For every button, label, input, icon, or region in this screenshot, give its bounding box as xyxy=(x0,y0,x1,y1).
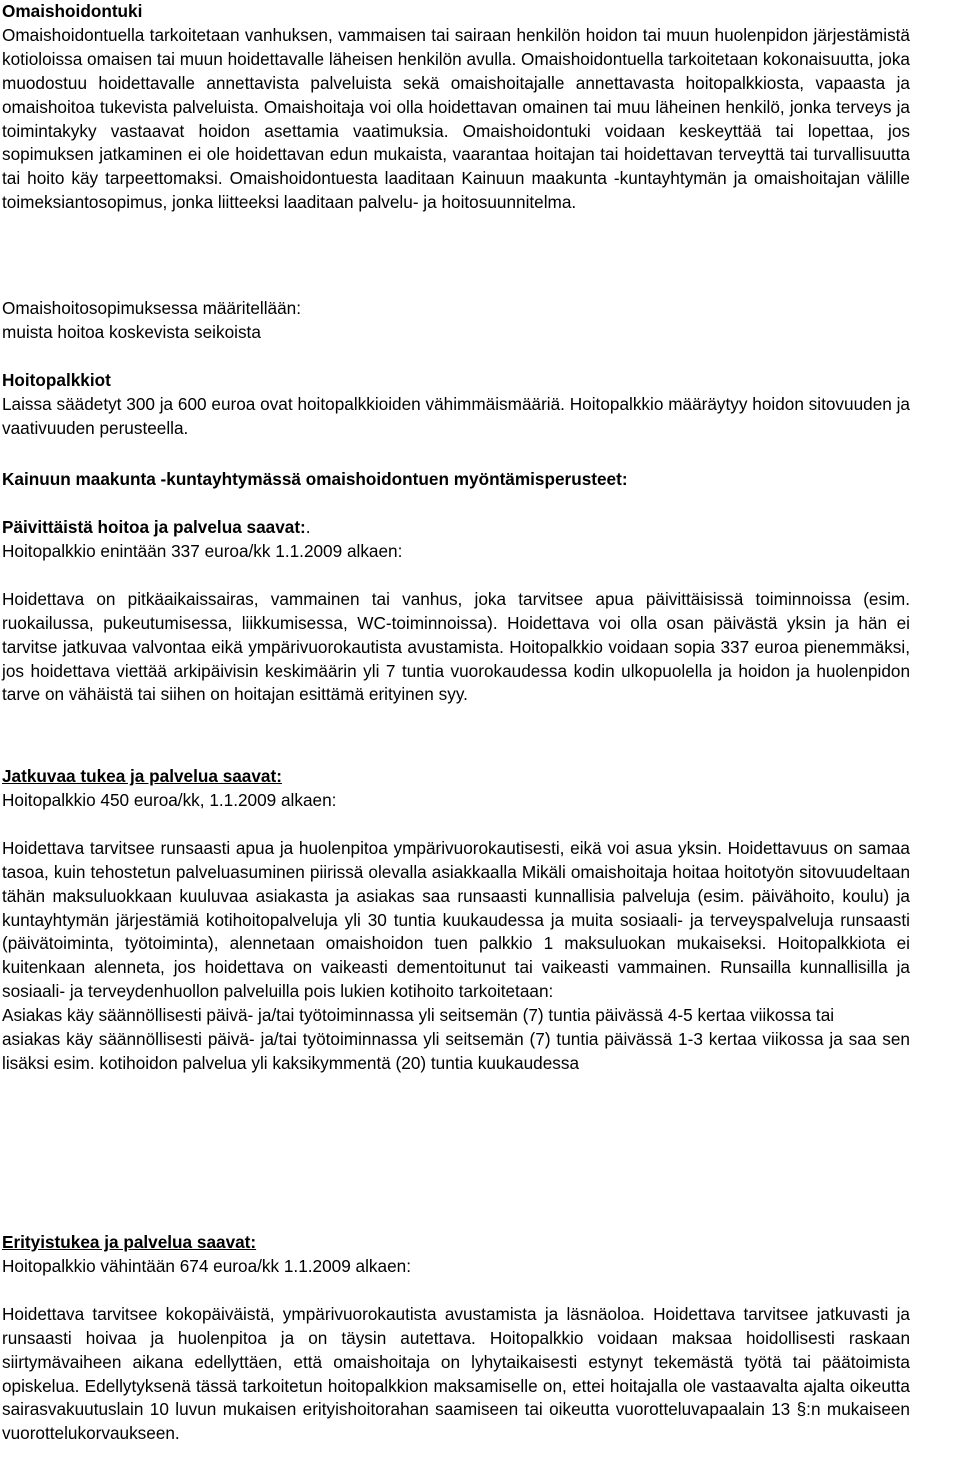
continuous-care-item-2: asiakas käy säännöllisesti päivä- ja/tai työtoiminnassa yli seitsemän (7) tuntia päivässä 1-3 kertaa viikossa ja saa sen lisäksi esim. kotihoidon palvelua yli kaksikymmentä (20) tuntia kuukaudessa xyxy=(2,1029,910,1073)
special-care-body: Hoidettava tarvitsee kokopäiväistä, ympärivuorokautista avustamista ja läsnäoloa. Hoidettava tarvitsee jatkuvasti ja runsaasti hoivaa ja huolenpitoa ja on täysin autettava. Hoitopalkkio voidaan maksaa hoidollisesti raskaan siirtymävaiheen aikana edellyttäen, että omaishoitaja on lyhytaikaisesti estynyt tekemästä työtä tai päätoimista opiskelua. Edellytyksenä tässä tarkoitetun hoitopalkkion maksamiselle on, ettei hoitajalla ole vastaavalta ajalta oikeutta sairasvakuutuslain 10 luvun mukaisen erityishoitorahan saamiseen tai oikeutta vuorotteluvapaalain 13 §:n mukaiseen vuorottelukorvaukseen. xyxy=(2,1303,910,1444)
continuous-care-title: Jatkuvaa tukea ja palvelua saavat: xyxy=(2,766,282,786)
continuous-care-body: Hoidettava tarvitsee runsaasti apua ja huolenpitoa ympärivuorokautisesti, eikä voi asua yksin. Hoidettavuus on samaa tasoa, kuin tehostetun palveluasuminen piirissä olevalla asiakkaalla Mikäli omaishoitaja hoitaa hoitotyön sitovuudeltaan tähän maksuluokkaan kuuluvaa asiakasta ja asiakas saa runsaasti kunnallisia palveluja (esim. päivähoito, koulu) ja kuntayhtymän järjestämiä kotihoitopalveluja yli 30 tuntia kuukaudessa ja muita sosiaali- ja terveyspalveluja runsaasti (päivätoiminta, työtoiminta), alennetaan omaishoidon tuen palkkio 1 maksuluokan mukaiseksi. Hoitopalkkiota ei kuitenkaan alenneta, jos hoidettava on vaikeasti dementoitunut tai vaikeasti vammainen. Runsailla kunnallisilla ja sosiaali- ja terveydenhuollon palveluilla pois lukien kotihoito tarkoitetaan: xyxy=(2,837,910,1002)
intro-section xyxy=(2,0,910,215)
special-care-title: Erityistukea ja palvelua saavat: xyxy=(2,1232,257,1252)
agreement-section xyxy=(2,297,910,345)
agreement-line-2: muista hoitoa koskevista seikoista xyxy=(2,321,261,342)
intro-body: Omaishoidontuella tarkoitetaan vanhuksen, vammaisen tai sairaan henkilön hoidon tai muun huolenpidon järjestämistä kotioloissa omaisen tai muun hoidettavalle läheisen henkilön avulla. Omaishoidontuella tarkoitetaan kokonaisuutta, joka muodostuu hoidettavalle annettavista palveluista sekä omaishoitajalle annettavasta hoitopalkkiosta, vapaasta ja omaishoitoa tukevista palveluista. Omaishoitaja voi olla hoidettavan omainen tai muu läheinen henkilö, jonka terveys ja toimintakyky vastaavat hoidon asettamia vaatimuksia. Omaishoidontuki voidaan keskeyttää tai lopettaa, jos sopimuksen jatkaminen ei ole hoidettavan edun mukaista, vaarantaa hoitajan tai hoidettavan terveyttä tai turvallisuutta tai hoito käy tarpeettomaksi. Omaishoidontuesta laaditaan Kainuun maakunta -kuntayhtymän ja omaishoitajan välille toimeksiantosopimus, jonka liitteeksi laaditaan palvelu- ja hoitosuunnitelma. xyxy=(2,24,910,213)
special-care-fee-line: Hoitopalkkio vähintään 674 euroa/kk 1.1.2009 alkaen: xyxy=(2,1255,411,1276)
continuous-care-section xyxy=(2,765,910,1076)
intro-title: Omaishoidontuki xyxy=(2,1,143,21)
special-care-section xyxy=(2,1231,910,1446)
fees-body: Laissa säädetyt 300 ja 600 euroa ovat hoitopalkkioiden vähimmäismääriä. Hoitopalkkio määräytyy hoidon sitovuuden ja vaativuuden perusteella. xyxy=(2,393,910,438)
daily-care-title: Päivittäistä hoitoa ja palvelua saavat: xyxy=(2,517,306,537)
agreement-line-1: Omaishoitosopimuksessa määritellään: xyxy=(2,298,302,318)
daily-care-body: Hoidettava on pitkäaikaissairas, vammainen tai vanhus, joka tarvitsee apua päivittäisissä toiminnoissa (esim. ruokailussa, pukeutumisessa, liikkumisessa, WC-toiminnoissa). Hoidettava voi olla osan päivästä yksin ja hän ei tarvitse jatkuvaa valvontaa eikä ympärivuorokautista avustamista. Hoitopalkkio voidaan sopia 337 euroa pienemmäksi, jos hoidettava viettää arkipäivisin keskimäärin yli 7 tuntia vuorokaudessa kodin ulkopuolella ja hoidon ja huolenpidon tarve on vähäistä tai siihen on hoitajan esittämä erityinen syy. xyxy=(2,588,910,705)
fees-section xyxy=(2,369,910,441)
daily-care-fee-line: Hoitopalkkio enintään 337 euroa/kk 1.1.2009 alkaen: xyxy=(2,540,403,561)
daily-care-section xyxy=(2,516,910,707)
fees-title: Hoitopalkkiot xyxy=(2,370,111,390)
continuous-care-fee-line: Hoitopalkkio 450 euroa/kk, 1.1.2009 alkaen: xyxy=(2,789,337,810)
continuous-care-item-1: Asiakas käy säännöllisesti päivä- ja/tai työtoiminnassa yli seitsemän (7) tuntia päivässä 4-5 kertaa viikossa tai xyxy=(2,1005,835,1026)
daily-care-title-suffix: . xyxy=(305,517,311,537)
criteria-heading: Kainuun maakunta -kuntayhtymässä omaishoidontuen myöntämisperusteet: xyxy=(2,469,628,489)
